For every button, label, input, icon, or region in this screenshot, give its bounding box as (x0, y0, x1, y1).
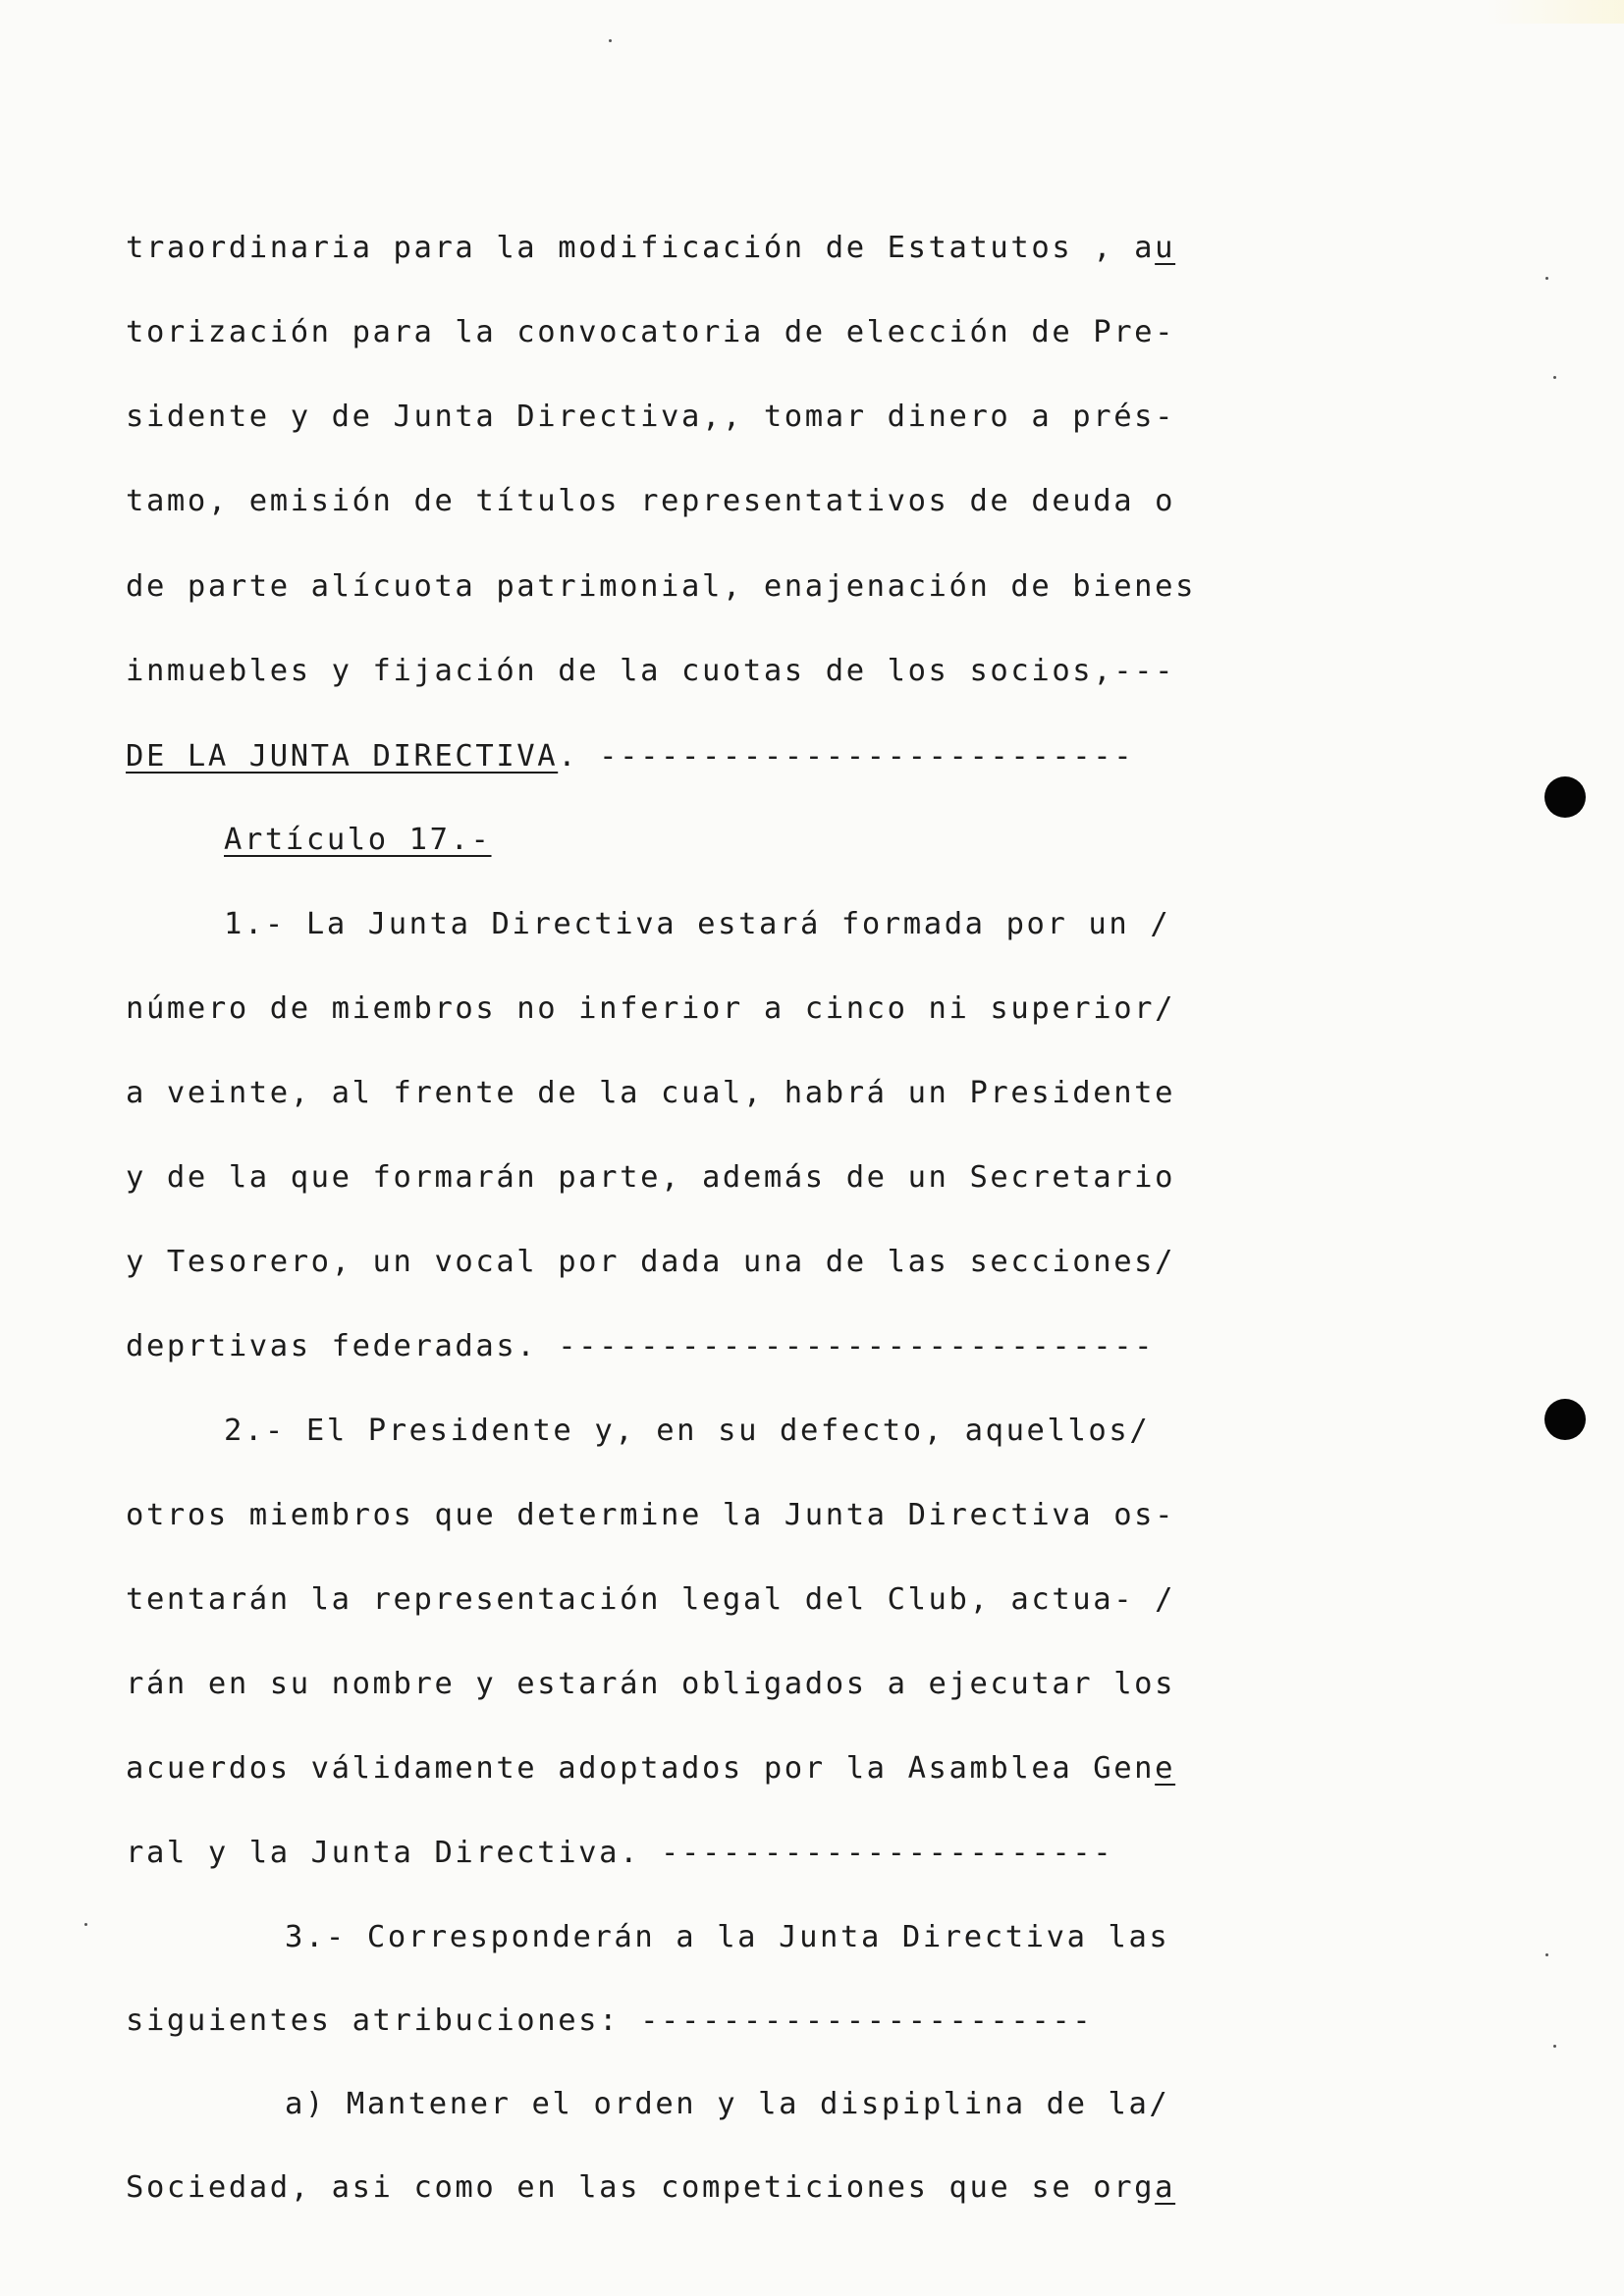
paper-discoloration (1487, 0, 1624, 24)
text-line: tentarán la representación legal del Club, actua- / (126, 1582, 1176, 1617)
text-line: otros miembros que determine la Junta Directiva os- (126, 1498, 1176, 1532)
scan-speck (84, 1923, 87, 1926)
text-line: a veinte, al frente de la cual, habrá un Presidente (126, 1076, 1176, 1110)
text-line: acuerdos válidamente adoptados por la Asamblea Gene (126, 1751, 1176, 1786)
scan-speck (1553, 376, 1556, 379)
text-line: traordinaria para la modificación de Estatutos , au (126, 231, 1176, 265)
section-heading: DE LA JUNTA DIRECTIVA. -------------------------- (126, 739, 1135, 774)
text-line: 3.- Corresponderán a la Junta Directiva las (285, 1920, 1170, 1954)
text-line: a) Mantener el orden y la dispiplina de la/ (285, 2087, 1170, 2121)
text-line: ral y la Junta Directiva. ---------------------- (126, 1836, 1114, 1870)
article-heading: Artículo 17.- (224, 823, 492, 857)
scan-speck (1545, 277, 1548, 280)
text-line: y Tesorero, un vocal por dada una de las secciones/ (126, 1245, 1176, 1279)
text-line: de parte alícuota patrimonial, enajenación de bienes (126, 569, 1197, 604)
text-line: rán en su nombre y estarán obligados a ejecutar los (126, 1667, 1176, 1701)
scan-speck (1553, 2045, 1556, 2048)
text-line: 1.- La Junta Directiva estará formada por un / (224, 907, 1171, 941)
text-line: torización para la convocatoria de elección de Pre- (126, 315, 1176, 349)
text-line: tamo, emisión de títulos representativos de deuda o (126, 484, 1176, 518)
text-line: Sociedad, asi como en las competiciones que se orga (126, 2170, 1176, 2205)
text-line: número de miembros no inferior a cinco ni superior/ (126, 991, 1176, 1026)
text-line: y de la que formarán parte, además de un Secretario (126, 1160, 1176, 1195)
text-line: sidente y de Junta Directiva,, tomar dinero a prés- (126, 400, 1176, 434)
text-line: 2.- El Presidente y, en su defecto, aquellos/ (224, 1414, 1151, 1448)
scan-speck (1545, 1953, 1548, 1956)
punch-hole-top (1544, 776, 1586, 818)
punch-hole-bottom (1544, 1399, 1586, 1440)
text-line: inmuebles y fijación de la cuotas de los socios,--- (126, 654, 1176, 688)
text-line: siguientes atribuciones: ---------------------- (126, 2003, 1094, 2038)
text-line: deprtivas federadas. ----------------------------- (126, 1329, 1156, 1363)
scan-speck (609, 39, 612, 42)
